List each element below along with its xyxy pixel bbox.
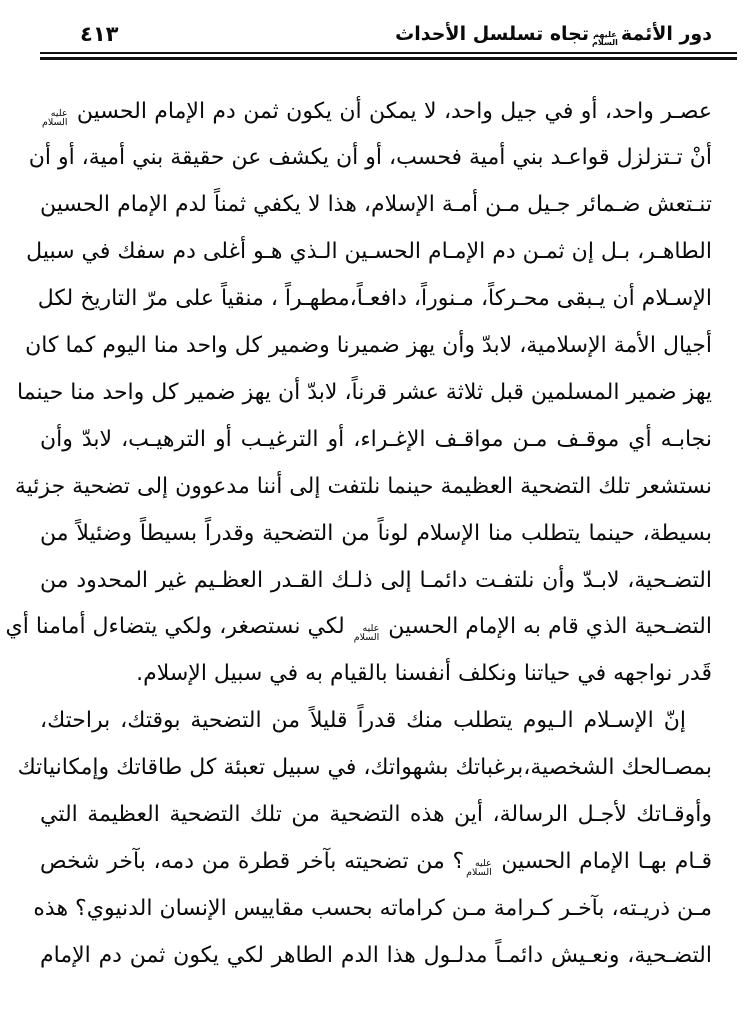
text-run: إنّ الإسـلام الـيوم يتطلب منك قدراً قليلاً من التضحية بوقتك، براحتك، [40,708,686,734]
text-run: لكي نستصغر، ولكي يتضاءل أمامنا أي [5,614,352,640]
text-run: التضـحية، لابـدّ وأن نلتفـت دائمـا إلى ذلـك القـدر العظـيم غير المحدود من [40,567,712,593]
honorific-word: عليه [50,107,68,119]
text-run: بمصـالحك الشخصية،برغباتك بشهواتك، في سبيل تعبئة كل طاقاتك وإمكانياتك [17,755,712,781]
text-run: التضـحية، ونعـيش دائمـاً مدلـول هذا الدم الطاهر لكي يكون ثمن دم الإمام [40,942,712,968]
text-run: نستشعر تلك التضحية العظيمة حينما نلتفت إلى أننا مدعوون إلى تضحية جزئية [14,473,712,499]
text-line [17,370,712,417]
text-run: قَدر نواجهه في حياتنا ونكلف أنفسنا بالقيام به في سبيل الإسلام. [136,661,712,687]
header-divider [40,52,737,60]
honorific-mark [354,624,380,642]
text-line [14,464,712,511]
honorific-word: عليه [362,623,380,635]
text-line [17,745,712,792]
honorific-mark [592,31,618,46]
honorific-word: السلام [353,632,380,644]
text-line [28,135,712,182]
text-line [37,276,712,323]
text-run: وأوقـاتك لأجـل الرسالة، أين هذه التضحية من تلك التضحية العظيمة التي [40,802,712,828]
text-line [5,604,712,651]
text-line [40,558,712,605]
honorific-mark [42,109,68,127]
text-run: نجابـه أي موقـف مـن مواقـف الإغـراء، أو الترغيـب أو الترهيـب، لابدّ وأن [40,426,712,452]
text-line [40,792,712,839]
text-line [40,89,712,136]
text-line [40,698,712,745]
text-run: عصـر واحد، أو في جيل واحد، لا يمكن أن يكون ثمن دم الإمام الحسين [69,98,712,124]
text-line [33,886,712,933]
honorific-word: السلام [42,116,68,128]
text-run: مـن ذريـته، بآخـر كـرامة مـن كراماته بحسب مقاييس الإنسان الدنيوي؟ هذه [33,895,712,921]
text-line [40,933,712,980]
honorific-word: السلام [466,867,492,878]
running-title-part2: تجاه تسلسل الأحداث [395,22,589,45]
text-line [40,182,712,229]
honorific-word: عليهم [593,30,617,39]
paragraph [17,698,712,979]
text-line [40,511,712,558]
text-line [40,651,712,698]
text-run: بسيطة، حينما يتطلب منا الإسلام لوناً من التضحية وقدراً بسيطاً وضئيلاً من [40,520,712,546]
text-run: قـام بهـا الإمام الحسين [493,849,712,874]
text-line [26,229,712,276]
text-line [40,839,712,886]
honorific-mark [466,859,492,877]
text-run: الإسـلام أن يـبقى محـركاً، مـنوراً، دافعـاً،مطهـراً ، منقياً على مرّ التاريخ لكل [37,286,712,312]
page-number: ٤١٣ [80,22,119,46]
divider-rule-top [40,52,737,54]
text-run: تنـتعش ضـمائر جـيل مـن أمـة الإسلام، هذا لا يكفي ثمناً لدم الإمام الحسين [40,192,712,218]
page-body [0,60,749,980]
running-title-part1: دور الأئمة [620,22,712,45]
honorific-word: السلام [592,37,618,47]
paragraph [5,89,712,699]
running-title [395,23,712,47]
text-line [40,417,712,464]
text-run: أجيال الأمة الإسلامية، لابدّ وأن يهز ضميرنا وضمير كل واحد منا اليوم كما كان [25,333,712,359]
page-header [0,0,749,50]
text-run: ؟ من تضحيته بآخر قطرة من دمه، بآخر شخص [40,849,465,874]
honorific-word: عليه [474,858,492,869]
text-run: يهز ضمير المسلمين قبل ثلاثة عشر قرناً، لابدّ أن يهز ضمير كل واحد منا حينما [17,379,712,405]
text-run: الطاهـر، بـل إن ثمـن دم الإمـام الحسـين الـذي هـو أغلى دم سفك في سبيل [26,239,712,265]
text-run: أنْ تـتزلزل قواعـد بني أمية فحسب، أو أن يكشف عن حقيقة بني أمية، أو أن [28,145,712,171]
text-run: التضـحية الذي قام به الإمام الحسين [381,614,712,640]
text-line [25,323,712,370]
